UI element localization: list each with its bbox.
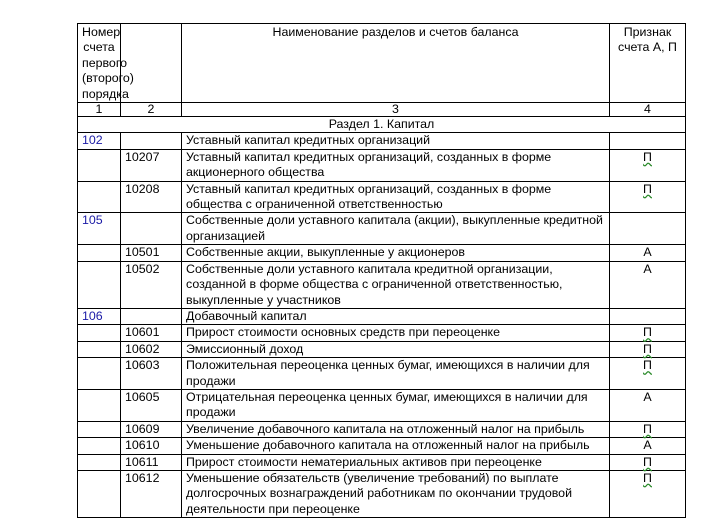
column-number-row [78,103,686,117]
second-order-code: 10611 [121,454,182,470]
balance-accounts-table [77,23,686,518]
account-name: Уставный капитал кредитных организаций [182,133,610,149]
account-sign: А [610,389,686,421]
second-order-code: 10501 [121,245,182,261]
table-row [78,213,686,245]
table-row [78,261,686,308]
account-sign: П [610,341,686,357]
first-order-code: 106 [78,308,121,324]
header-account-number: Номер счета первого (второго) порядка [78,24,121,103]
table-row [78,470,686,517]
account-sign: П [610,421,686,437]
first-order-code [78,261,121,308]
first-order-code: 105 [78,213,121,245]
second-order-code: 10208 [121,181,182,213]
table-row [78,149,686,181]
table-row [78,421,686,437]
table-row [78,358,686,390]
table-row [78,325,686,341]
second-order-code [121,213,182,245]
account-sign: П [610,181,686,213]
first-order-code [78,454,121,470]
account-name: Уменьшение добавочного капитала на отложенный налог на прибыль [182,438,610,454]
header-account-sign: Признак счета А, П [610,24,686,103]
account-name: Уставный капитал кредитных организаций, созданных в форме общества с ограниченной ответственностью [182,181,610,213]
account-name: Увеличение добавочного капитала на отложенный налог на прибыль [182,421,610,437]
header-row [78,24,686,103]
first-order-code [78,421,121,437]
first-order-code [78,358,121,390]
section-row [78,117,686,133]
account-name: Уставный капитал кредитных организаций, созданных в форме акционерного общества [182,149,610,181]
first-order-code [78,470,121,517]
account-sign [610,213,686,245]
second-order-code: 10602 [121,341,182,357]
account-sign: П [610,149,686,181]
second-order-code: 10603 [121,358,182,390]
account-name: Собственные доли уставного капитала кредитной организации, созданной в форме общества с ограниченной ответственностью, выкупленные у участников [182,261,610,308]
account-name: Отрицательная переоценка ценных бумаг, имеющихся в наличии для продажи [182,389,610,421]
first-order-code [78,325,121,341]
column-number-3: 3 [182,103,610,117]
first-order-code [78,438,121,454]
second-order-code: 10207 [121,149,182,181]
account-name: Добавочный капитал [182,308,610,324]
table-row [78,245,686,261]
table-row [78,454,686,470]
table-row [78,133,686,149]
second-order-code [121,133,182,149]
second-order-code: 10605 [121,389,182,421]
second-order-code: 10601 [121,325,182,341]
account-name: Прирост стоимости основных средств при переоценке [182,325,610,341]
column-number-2: 2 [121,103,182,117]
account-name: Эмиссионный доход [182,341,610,357]
section-title: Раздел 1. Капитал [78,117,686,133]
header-account-name: Наименование разделов и счетов баланса [182,24,610,103]
account-sign: П [610,325,686,341]
account-sign: П [610,454,686,470]
first-order-code [78,181,121,213]
table-row [78,389,686,421]
account-sign: А [610,245,686,261]
header-empty [121,24,182,103]
account-sign [610,308,686,324]
account-sign: А [610,261,686,308]
account-sign: П [610,358,686,390]
first-order-code [78,245,121,261]
account-name: Собственные доли уставного капитала (акции), выкупленные кредитной организацией [182,213,610,245]
table-row [78,341,686,357]
table-row [78,181,686,213]
first-order-code [78,149,121,181]
second-order-code: 10609 [121,421,182,437]
first-order-code [78,341,121,357]
account-sign [610,133,686,149]
account-name: Прирост стоимости нематериальных активов при переоценке [182,454,610,470]
table-row [78,308,686,324]
account-name: Собственные акции, выкупленные у акционеров [182,245,610,261]
column-number-4: 4 [610,103,686,117]
first-order-code [78,389,121,421]
second-order-code: 10612 [121,470,182,517]
second-order-code: 10610 [121,438,182,454]
second-order-code: 10502 [121,261,182,308]
column-number-1: 1 [78,103,121,117]
account-sign: П [610,470,686,517]
first-order-code: 102 [78,133,121,149]
account-sign: А [610,438,686,454]
account-name: Положительная переоценка ценных бумаг, имеющихся в наличии для продажи [182,358,610,390]
account-name: Уменьшение обязательств (увеличение требований) по выплате долгосрочных вознаграждений работникам по окончании трудовой деятельности при переоценке [182,470,610,517]
table-row [78,438,686,454]
second-order-code [121,308,182,324]
